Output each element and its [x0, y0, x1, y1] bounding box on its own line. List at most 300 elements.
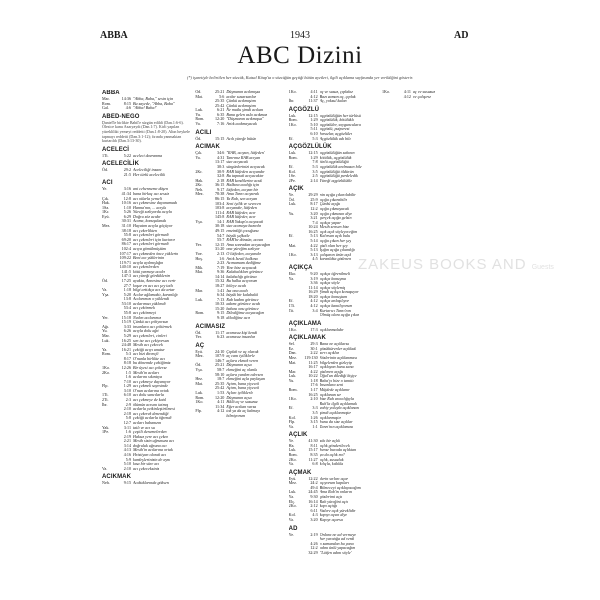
verse-excerpt: Kalabalıkları görünce — [226, 270, 263, 275]
book-abbreviation: Ağı. — [102, 323, 110, 329]
verse-reference: 7:4 — [312, 219, 318, 225]
verse-reference: 3:15 — [310, 419, 318, 425]
entry-headword: ACELECİ — [102, 146, 130, 153]
reference-line — [102, 467, 193, 472]
verse-reference — [304, 313, 320, 318]
verse-reference: 21:5 — [123, 171, 131, 177]
book-abbreviation: Yşa. — [195, 367, 203, 373]
verse-reference: 1:29 — [310, 154, 318, 160]
verse-reference: 8:11 — [310, 442, 318, 448]
verse-reference: 2:3 — [125, 397, 131, 403]
book-abbreviation: Kol. — [288, 168, 296, 174]
index-column — [382, 90, 473, 595]
book-abbreviation — [289, 313, 304, 318]
verse-reference: 3:13 — [310, 251, 318, 257]
verse-excerpt: Acıma, konuşulanda — [133, 219, 167, 224]
verse-reference: 1:5 — [125, 369, 131, 375]
verse-excerpt: RAB lütfeder, acır — [226, 210, 256, 215]
verse-reference: 111:4 — [215, 209, 225, 215]
book-abbreviation: Luk. — [195, 107, 203, 113]
verse-reference: 15:19 — [121, 319, 131, 325]
verse-reference: 4:6 — [125, 105, 131, 111]
verse-reference: 14:14 — [215, 273, 225, 279]
verse-reference: 2:10 — [310, 396, 318, 402]
verse-excerpt: RAB'be dönsün, acısın — [226, 238, 264, 243]
book-abbreviation: Mar. — [288, 368, 297, 374]
entry-headword: AÇIKÇA — [288, 264, 313, 271]
verse-reference: 14:1 — [217, 218, 225, 224]
verse-excerpt: Çünkü acı çekiyorsun — [133, 320, 169, 325]
verse-excerpt: çeşitli denemelerden — [133, 430, 167, 435]
verse-reference: 8:18 — [123, 360, 131, 366]
verse-excerpt: Aceleciliği insanı — [133, 168, 162, 173]
book-abbreviation: 1Ko. — [102, 364, 111, 370]
verse-excerpt: aç canı iyiliklerle — [226, 354, 255, 359]
verse-excerpt: Bu sayede, "Abba, Baba" — [133, 101, 175, 106]
index-entry — [289, 321, 380, 333]
verse-reference: 1:10 — [123, 204, 131, 210]
verse-excerpt: açığa çıkan her şey — [319, 239, 352, 244]
entry-headword: AÇGÖZLÜ — [288, 106, 320, 113]
index-column — [195, 90, 286, 595]
index-entry — [102, 180, 193, 471]
book-abbreviation: Luk. — [288, 201, 297, 207]
book-abbreviation: Gal. — [102, 105, 109, 111]
book-abbreviation: İbr. — [102, 401, 108, 407]
verse-reference: 32:8 — [217, 173, 225, 179]
verse-excerpt: çektiği acıyı unutur — [133, 347, 165, 352]
verse-excerpt: Mesih acı çekecek — [133, 343, 163, 348]
verse-excerpt: açlık, susuzluk — [319, 457, 344, 462]
verse-excerpt: büyük şefkatle — [226, 233, 250, 238]
book-abbreviation: Luk. — [195, 296, 203, 302]
verse-excerpt: babası onu görünce — [226, 306, 259, 311]
verse-reference: 5:22 — [123, 152, 131, 158]
book-abbreviation: Mez. — [288, 355, 297, 361]
verse-reference: 18:7 — [217, 376, 225, 382]
verse-excerpt: ekmeğini açla paylaşan — [226, 377, 265, 382]
verse-reference: 25:42 — [215, 102, 225, 108]
verse-excerpt: acıyla ayılmışlığın — [133, 260, 164, 265]
verse-reference: 10:24 — [308, 224, 318, 230]
book-abbreviation: Neh. — [102, 480, 110, 486]
verse-reference: 15:20 — [215, 305, 225, 311]
reference-line — [289, 99, 380, 104]
entry-headword: AÇIKLAMA — [288, 320, 322, 327]
verse-excerpt: her yaratığa ad verdi — [319, 537, 355, 542]
verse-excerpt: Çünkü acıkmıştım — [226, 99, 256, 104]
book-abbreviation: Luk. — [195, 389, 203, 395]
verse-reference: 18:20 — [308, 293, 318, 299]
verse-reference: 16:25 — [308, 228, 318, 234]
book-abbreviation: Mat. — [195, 269, 203, 275]
verse-reference: 109:22 — [119, 255, 131, 261]
verse-reference: 2:12 — [310, 503, 318, 509]
book-abbreviation: Ya. — [288, 494, 295, 500]
book-abbreviation: Öd. — [102, 278, 109, 283]
verse-excerpt: çalışanın ürün açık — [319, 252, 352, 257]
verse-reference: 1:17 — [310, 387, 318, 393]
book-abbreviation: Kol. — [288, 414, 296, 420]
verse-reference: 49:15 — [215, 228, 225, 234]
verse-reference: 24:48 — [121, 342, 131, 348]
verse-reference: 8:17 — [310, 201, 318, 207]
verse-reference: 12:15 — [308, 112, 318, 118]
book-abbreviation: Kol. — [288, 512, 296, 518]
book-abbreviation: Flp. — [195, 408, 202, 414]
verse-reference: 29:3 — [310, 341, 318, 347]
verse-excerpt: Aç, yoksul kalan — [319, 99, 347, 104]
verse-excerpt: ekmeğini aç olanla — [226, 368, 258, 373]
verse-reference: 1:53 — [217, 389, 225, 395]
verse-excerpt: Doğru söz acıdır — [133, 214, 161, 219]
book-abbreviation: Eko. — [288, 270, 297, 276]
entry-headword: ABBA — [102, 90, 120, 96]
reference-line — [289, 179, 380, 184]
verse-reference: 16:25 — [121, 337, 131, 343]
verse-reference: 30:9 — [217, 168, 225, 174]
book-abbreviation: Va. — [102, 465, 108, 471]
book-abbreviation: 2Ko. — [288, 456, 297, 462]
book-abbreviation: Mat. — [288, 359, 297, 365]
watermark — [358, 256, 554, 273]
verse-reference: 16:29 — [308, 289, 318, 295]
book-abbreviation: Va. — [288, 461, 294, 467]
verse-reference: 11:17 — [215, 329, 225, 335]
verse-reference: 24:10 — [215, 348, 225, 354]
entry-headword: AÇIKLAMAK — [288, 335, 326, 342]
verse-excerpt: Ne mutlu şimdi acıkan — [226, 108, 264, 113]
verse-excerpt: şimdi açıklanmıştır — [319, 410, 352, 415]
book-abbreviation: Rom. — [102, 100, 111, 106]
verse-reference: 4:22 — [310, 368, 318, 374]
verse-reference: 2:13 — [217, 250, 225, 256]
verse-reference: 16:17 — [308, 364, 318, 370]
verse-reference: 6:21 — [217, 107, 225, 113]
index-entry — [289, 526, 380, 556]
verse-excerpt: "Abba, Baba," sesin için — [133, 97, 174, 101]
verse-reference: 6:8 — [312, 461, 318, 467]
verse-excerpt: açgözlülük, kötülükle — [319, 118, 355, 123]
book-abbreviation: Çık. — [195, 150, 203, 156]
verse-excerpt: Yüreği açgözlülükle — [319, 178, 353, 183]
reference-line — [195, 414, 286, 419]
verse-reference: 9:15 — [123, 480, 131, 486]
verse-excerpt: acı çekmeden önce yüklerin — [133, 251, 179, 256]
verse-excerpt: açıkça anlaşılıyor — [319, 299, 350, 304]
verse-reference: 38:18 — [121, 227, 131, 233]
verse-reference: 10:33 — [215, 301, 225, 307]
verse-reference: 2:18 — [123, 410, 131, 416]
verse-excerpt: acımasız kişi kendi — [226, 330, 258, 335]
reference-line — [289, 328, 380, 333]
verse-reference: 4:11 — [310, 90, 318, 94]
verse-reference: 27:7 — [123, 282, 131, 288]
verse-excerpt: Rab kadını görünce — [226, 297, 259, 302]
verse-reference: 141:5 — [121, 268, 131, 274]
verse-reference: 4:5 — [312, 256, 318, 262]
verse-reference: 119:71 — [119, 259, 131, 265]
verse-excerpt: kapı açtığı — [319, 504, 338, 509]
book-abbreviation: Mik. — [195, 264, 204, 270]
verse-reference: 6:26 — [123, 328, 131, 334]
book-abbreviation: Rom. — [195, 116, 205, 122]
running-head-right: AD — [454, 30, 469, 41]
verse-excerpt: acı çekenlerden — [133, 265, 159, 270]
index-entry — [102, 147, 193, 159]
verse-reference: 4:22 — [310, 242, 318, 248]
book-abbreviation: Öd. — [195, 135, 202, 141]
book-abbreviation: Ez. — [288, 345, 294, 351]
entry-headword: AÇLIK — [288, 432, 308, 439]
verse-excerpt: koşar en acı acı şey tatlı — [133, 283, 173, 288]
verse-reference: 3:4 — [312, 307, 318, 313]
verse-reference: 102:4 — [121, 245, 131, 251]
reference-line — [289, 518, 380, 523]
verse-excerpt: kardeşlerinizin de aynı — [133, 457, 171, 462]
verse-reference: 3:11 — [123, 424, 131, 430]
entry-headword: AD — [288, 525, 298, 532]
verse-excerpt: aç ve susuzuz — [412, 90, 436, 94]
verse-reference: 69:20 — [121, 236, 131, 242]
book-abbreviation: 1Ti. — [102, 392, 109, 398]
verse-reference: 7:8 — [312, 159, 318, 165]
verse-reference: 5:13 — [310, 233, 318, 239]
verse-reference: 9:18 — [217, 315, 225, 321]
verse-excerpt: acı çekenleri görmedi — [133, 242, 169, 247]
book-abbreviation: 1Ti. — [102, 152, 109, 158]
reference-line — [102, 481, 193, 486]
verse-reference: 25:21 — [215, 362, 225, 368]
verse-excerpt: bilgelerden gizleyip — [319, 360, 352, 365]
verse-reference: 5:29 — [123, 332, 131, 338]
verse-excerpt: Bana ne açıklarsa — [319, 342, 350, 347]
book-abbreviation: Ef. — [288, 405, 294, 411]
verse-excerpt: açıklanmıştır — [319, 415, 342, 420]
entry-headword: AÇGÖZLÜLÜK — [288, 144, 332, 151]
verse-reference: 3:20 — [310, 210, 318, 216]
verse-excerpt: acı otlarla yemeli — [133, 196, 162, 201]
verse-reference: 11:27 — [308, 456, 318, 462]
verse-excerpt: kötülük, açgözlülük — [319, 155, 352, 160]
verse-excerpt: Ama Tanrı acıyarak — [226, 192, 259, 197]
page-number: 1943 — [290, 30, 310, 41]
book-abbreviation: Yşa. — [195, 218, 203, 224]
verse-reference: 140:10 — [119, 264, 131, 270]
verse-reference: 119:130 — [304, 355, 318, 361]
entry-headword: ACIKMAK — [102, 474, 132, 481]
verse-reference: 41:34 — [121, 191, 131, 197]
verse-excerpt: bize Ruh aracılığıyla — [319, 397, 354, 402]
verse-excerpt: açıkça söyle — [319, 281, 340, 286]
book-abbreviation: Rom. — [288, 154, 298, 160]
reference-line — [102, 173, 193, 178]
verse-reference: 103:8 — [215, 205, 225, 211]
verse-excerpt: bunu da size açıklar — [319, 420, 353, 425]
verse-excerpt: derin sırları açar — [319, 476, 349, 481]
verse-reference: 10:22 — [308, 373, 318, 379]
book-abbreviation: Dan. — [288, 350, 297, 356]
verse-excerpt: açlara ekmek veren — [226, 358, 259, 363]
verse-excerpt: Acılar ağlamaktı, karanlığı — [133, 292, 178, 297]
book-abbreviation: Yu. — [288, 377, 295, 383]
verse-reference: 8:17 — [123, 355, 131, 361]
verse-reference: 4:3 — [312, 512, 318, 518]
verse-excerpt: açıklayan bunu sana — [319, 365, 354, 370]
book-abbreviation: 1Ko. — [288, 90, 297, 94]
index-entry — [102, 161, 193, 177]
verse-reference — [210, 414, 226, 419]
index-column — [289, 90, 380, 595]
verse-reference: 3:20 — [310, 516, 318, 522]
verse-excerpt: acı çekmesine dayanamadı — [133, 201, 178, 206]
verse-excerpt: acıkır susarsanlar — [226, 94, 257, 99]
verse-reference: 5:20 — [123, 291, 131, 297]
verse-excerpt: Açları iyiliklerle — [226, 390, 254, 395]
book-abbreviation: Ya. — [102, 346, 108, 352]
verse-reference: 4:11 — [217, 399, 225, 405]
verse-excerpt: Artık İsrail halkına — [226, 256, 258, 261]
verse-reference: 5:11 — [310, 126, 318, 132]
index-entry — [289, 107, 380, 141]
verse-excerpt: İnsanlara seni — [319, 383, 344, 388]
verse-reference: 2:9 — [125, 401, 131, 407]
book-abbreviation: Luk. — [288, 373, 297, 379]
book-abbreviation: 2Ti. — [102, 397, 109, 403]
verse-excerpt: acı dolu sancılarla — [133, 393, 164, 398]
book-abbreviation: Luk. — [288, 112, 297, 118]
verse-excerpt: acımasız insanlar — [226, 335, 256, 340]
reference-line — [195, 335, 286, 340]
verse-excerpt: açgözlülüğün her türlüsü — [319, 113, 361, 118]
verse-excerpt: bana birkaç acı sessiz — [133, 192, 170, 197]
verse-excerpt: Artık acıkmayacak — [226, 122, 257, 127]
book-abbreviation: Luk. — [288, 489, 297, 495]
book-abbreviation: Yu. — [195, 111, 201, 117]
verse-reference: 1:18 — [310, 377, 318, 383]
entry-headword: ACILI — [195, 129, 212, 136]
verse-excerpt: acı çekenleri görmedi — [133, 233, 169, 238]
verse-excerpt: "Düşmanın acıkmışsa" — [226, 117, 264, 122]
verse-excerpt: doğruluk uğruna acı — [133, 443, 167, 448]
verse-reference: 1:1 — [312, 423, 318, 429]
verse-reference: 2:10 — [123, 406, 131, 412]
verse-reference: 6:35 — [217, 111, 225, 117]
verse-excerpt: Acımamam dediğime — [226, 261, 261, 266]
entry-headword: ABED-NEGO — [102, 113, 140, 120]
index-entry — [102, 90, 193, 111]
reference-line — [195, 316, 286, 321]
verse-excerpt: acı çekmeye dayanıyor — [133, 379, 171, 384]
verse-reference: 147:3 — [121, 273, 131, 279]
entry-headword: ACIMAK — [195, 144, 220, 151]
reference-line — [289, 551, 380, 556]
verse-reference: 5:10 — [310, 121, 318, 127]
verse-reference: 17:3 — [310, 326, 318, 332]
index-entry — [102, 474, 193, 486]
verse-reference: 15:32 — [215, 278, 225, 284]
verse-excerpt: sen ise acı çekiyorsun — [133, 338, 169, 343]
verse-reference: 5:3 — [312, 135, 318, 141]
book-abbreviation: Mez. — [288, 480, 297, 486]
verse-excerpt: vahiy yoluyla açıklanan — [319, 406, 359, 411]
verse-excerpt: Mesih'in acıları — [133, 370, 160, 375]
verse-reference: 6:29 — [123, 213, 131, 219]
verse-excerpt: O'nun acılarına ortak — [133, 388, 169, 393]
verse-reference: 1:6 — [219, 255, 225, 261]
verse-reference: 145:8 — [215, 214, 225, 220]
reference-line — [289, 425, 380, 430]
index-entry — [195, 324, 286, 340]
verse-excerpt: acılarla yetkinleştirilmesi — [133, 407, 175, 412]
verse-excerpt: adını ünlü yapacağım — [319, 546, 356, 551]
verse-reference: 6:34 — [217, 292, 225, 298]
verse-excerpt: Acıktıklarında göksen — [133, 481, 169, 486]
verse-excerpt: adamı görünce acıdı — [226, 302, 261, 307]
entry-headword: AÇIK — [288, 186, 304, 193]
book-abbreviation: Rom. — [288, 117, 298, 123]
verse-reference: 9:20 — [310, 270, 318, 276]
verse-reference: 1:41 — [217, 287, 225, 293]
verse-excerpt: Düşmanın acıkmışsa — [226, 90, 261, 94]
verse-reference: 107:9 — [215, 353, 225, 359]
verse-excerpt: acı çekenleri için kurtarır — [133, 237, 176, 242]
book-abbreviation: 1Se. — [288, 173, 296, 179]
verse-reference: 6:10 — [123, 392, 131, 398]
book-abbreviation: Luk. — [288, 150, 297, 156]
reference-line — [195, 137, 286, 142]
verse-excerpt: Oğul'un dilediği kişiye — [319, 374, 357, 379]
verse-excerpt: gizlenen açığa — [319, 369, 344, 374]
verse-reference: 11:37 — [308, 98, 318, 104]
book-abbreviation: 1Ko. — [288, 251, 297, 257]
verse-excerpt: Mesih sizin uğrunuza acı — [133, 439, 175, 444]
book-abbreviation: Yak. — [102, 424, 110, 430]
verse-reference: 4:12 — [217, 408, 225, 414]
verse-reference: 2:18 — [217, 177, 225, 183]
book-abbreviation: Öd. — [102, 167, 109, 173]
verse-excerpt: Mesih'in acılarına ortak — [133, 448, 173, 453]
verse-excerpt: "RAB, acıyan, lütfeden" — [226, 151, 266, 156]
book-abbreviation: Rom. — [102, 351, 111, 357]
verse-excerpt: Işığın açığa çıkardığı — [319, 248, 355, 253]
intro-note: (*) işaretiyle belirtilen her sözcük, Kutsal Kitap'ta o sözcüğün geçtiği bütün ayetleri, ilgili açıklama sayfasında yer verildiğini gösterir. — [187, 75, 413, 80]
running-head-left: ABBA — [100, 30, 128, 41]
reference-line — [195, 122, 286, 127]
book-abbreviation — [382, 95, 397, 100]
book-abbreviation: 1Kr. — [102, 209, 110, 215]
verse-reference: 7:16 — [217, 121, 225, 127]
verse-excerpt: açığa çıkmasın diye — [319, 211, 353, 216]
verse-reference: 78:38 — [215, 191, 225, 197]
book-abbreviation: Öd. — [195, 90, 202, 94]
verse-reference: 12:15 — [215, 241, 225, 247]
verse-reference: 29:29 — [308, 192, 318, 198]
verse-excerpt: Acılarımızı o yüklendi — [133, 297, 170, 302]
verse-reference: 55:8 — [123, 232, 131, 238]
book-abbreviation: Luk. — [102, 337, 110, 343]
verse-excerpt: bilgi arttıkça acı da artar — [133, 288, 175, 293]
book-abbreviation: Flp. — [102, 383, 109, 389]
index-entry — [289, 335, 380, 429]
book-abbreviation: Öd. — [288, 196, 295, 202]
verse-reference: 5:3 — [312, 163, 318, 169]
verse-reference: 12:2 — [310, 545, 318, 551]
page-title: ABC Dizini — [237, 42, 363, 69]
verse-excerpt: açgözlülüğün sakının — [319, 151, 355, 156]
verse-excerpt: kısa bir süre acı — [133, 462, 160, 467]
verse-excerpt: karanlıkta gizlenen — [319, 257, 352, 262]
